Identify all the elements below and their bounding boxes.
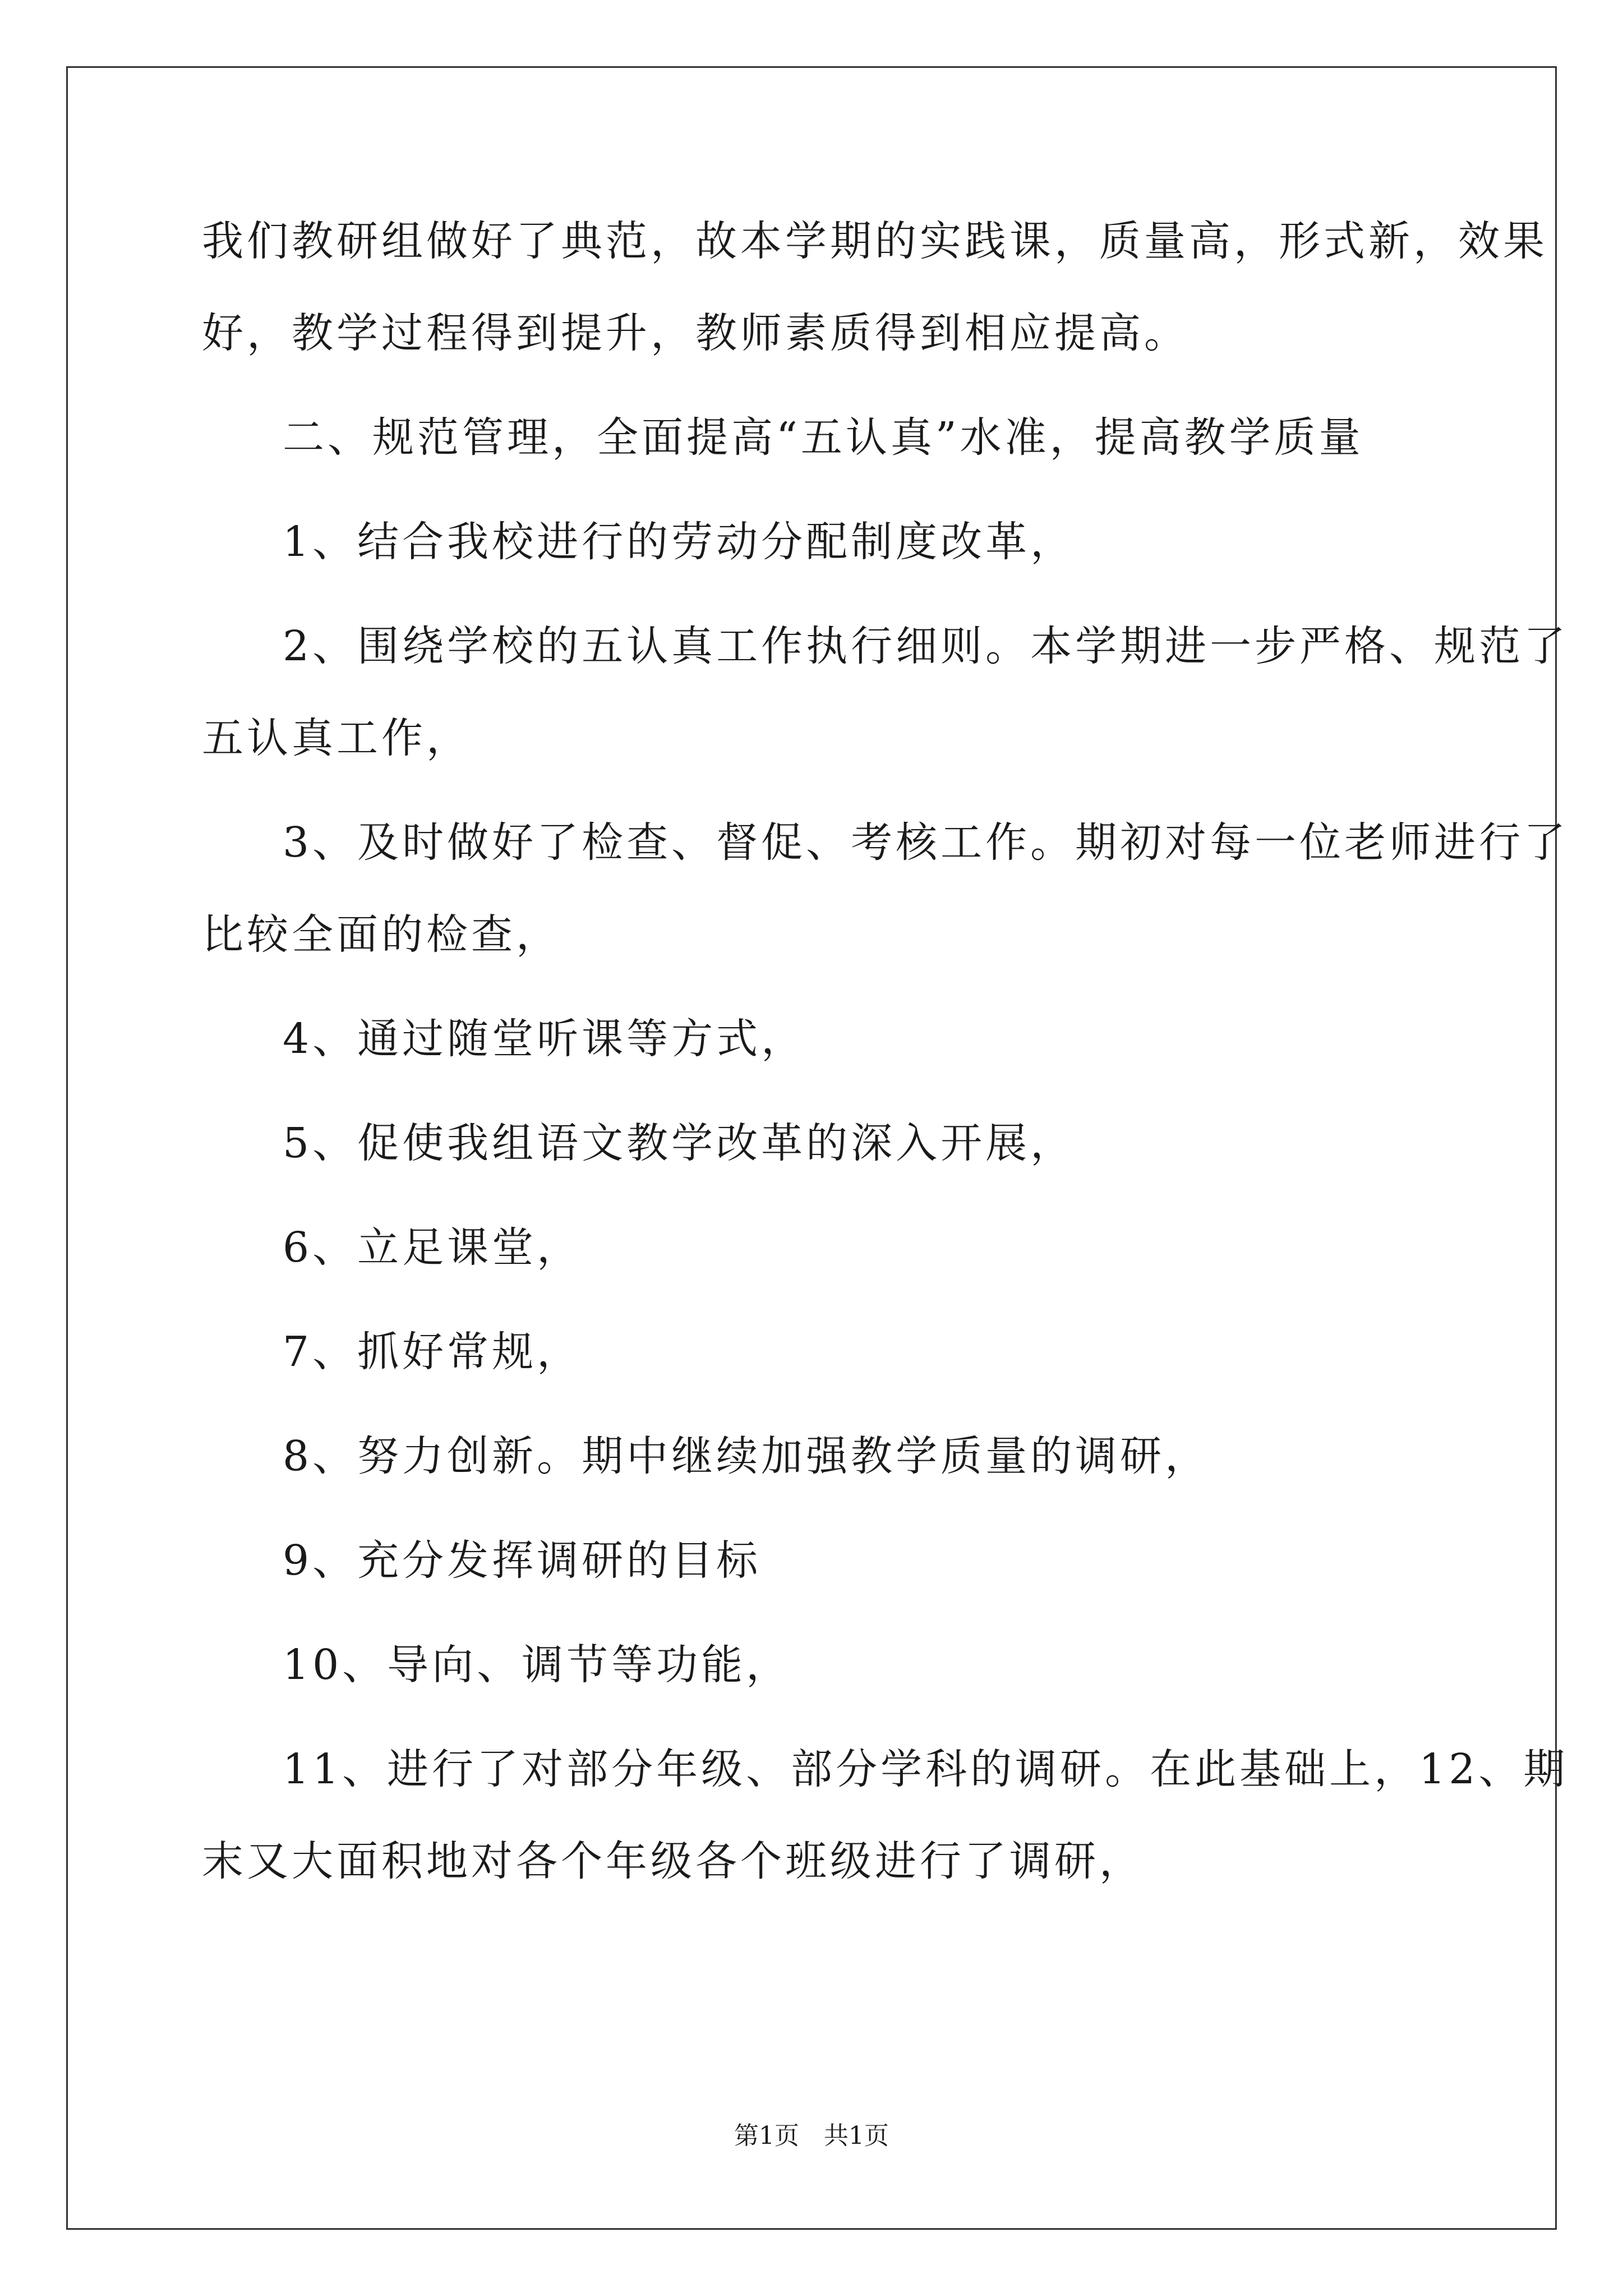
text-line: 4、通过随堂听课等方式， <box>283 1015 806 1063</box>
document-body <box>202 213 1569 1889</box>
text-line: 3、及时做好了检查、督促、考核工作。期初对每一位老师进行了 <box>283 818 1569 867</box>
section-heading <box>202 409 1430 466</box>
paragraph-intro <box>202 213 1548 361</box>
list-item <box>202 815 1569 963</box>
text-line: 8、努力创新。期中继续加强教学质量的调研， <box>283 1432 1210 1480</box>
text-line: 2、围绕学校的五认真工作执行细则。本学期进一步严格、规范了 <box>283 622 1569 670</box>
list-item <box>202 618 1569 766</box>
list-item <box>202 1428 1430 1484</box>
text-line: 10、导向、调节等功能， <box>283 1641 791 1689</box>
text-line: 比较全面的检查， <box>202 910 561 959</box>
text-line: 1、结合我校进行的劳动分配制度改革， <box>283 518 1076 566</box>
page-footer: 第1页 共1页 <box>734 2122 889 2150</box>
text-line: 6、立足课堂， <box>283 1223 582 1272</box>
list-item <box>202 514 1430 570</box>
text-line: 11、进行了对部分年级、部分学科的调研。在此基础上，12、期 <box>283 1745 1569 1793</box>
list-item <box>202 1220 1430 1276</box>
list-item <box>202 1115 1430 1171</box>
text-line: 好，教学过程得到提升，教师素质得到相应提高。 <box>202 309 1189 357</box>
list-item <box>202 1324 1430 1380</box>
list-item <box>202 1533 1430 1589</box>
list-item <box>202 1011 1430 1067</box>
text-line: 7、抓好常规， <box>283 1328 582 1376</box>
text-line: 末又大面积地对各个年级各个班级进行了调研， <box>202 1837 1144 1885</box>
text-line: 五认真工作， <box>202 714 471 762</box>
heading-line: 二、规范管理，全面提高“五认真”水准，提高教学质量 <box>283 413 1364 462</box>
text-line: 5、促使我组语文教学改革的深入开展， <box>283 1119 1076 1167</box>
list-item <box>202 1741 1569 1889</box>
list-item <box>202 1637 1430 1693</box>
text-line: 我们教研组做好了典范，故本学期的实践课，质量高，形式新，效果 <box>202 217 1548 265</box>
text-line: 9、充分发挥调研的目标 <box>283 1536 762 1585</box>
